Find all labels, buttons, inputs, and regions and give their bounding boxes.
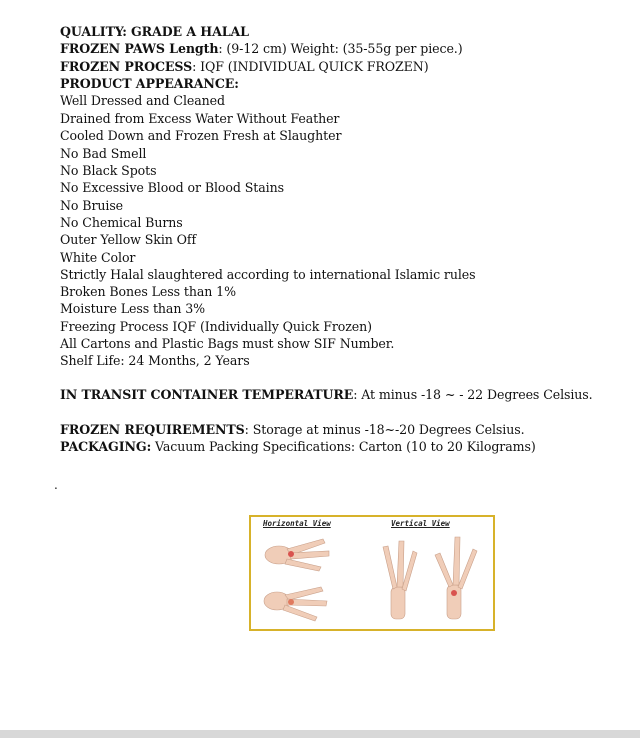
transit-value: : At minus -18 ~ - 22 Degrees Celsius.: [353, 387, 593, 402]
appearance-item: Freezing Process IQF (Individually Quick Frozen): [60, 319, 372, 334]
paws-figure: [249, 515, 495, 631]
page-bottom-bar: [0, 730, 640, 738]
appearance-item: No Bad Smell: [60, 146, 147, 161]
appearance-item: Drained from Excess Water Without Feather: [60, 111, 340, 126]
process-value: : IQF (INDIVIDUAL QUICK FROZEN): [192, 59, 429, 74]
process-label: FROZEN PROCESS: [60, 59, 193, 74]
appearance-item: No Black Spots: [60, 163, 157, 178]
paws-spec-line: [60, 40, 463, 57]
process-line: [60, 58, 429, 75]
paws-illustration: [251, 517, 493, 629]
packaging-line: [60, 438, 536, 455]
paws-value: : (9-12 cm) Weight: (35-55g per piece.): [218, 41, 463, 56]
paws-label: FROZEN PAWS Length: [60, 41, 219, 56]
paw-horizontal-bottom: [264, 587, 327, 621]
appearance-item: All Cartons and Plastic Bags must show SIF Number.: [60, 336, 395, 351]
vertical-view-caption: Vertical View: [391, 519, 450, 528]
requirements-label: FROZEN REQUIREMENTS: [60, 422, 245, 437]
appearance-heading: PRODUCT APPEARANCE:: [60, 76, 239, 91]
transit-label: IN TRANSIT CONTAINER TEMPERATURE: [60, 387, 354, 402]
appearance-item: No Excessive Blood or Blood Stains: [60, 180, 284, 195]
appearance-item: Broken Bones Less than 1%: [60, 284, 236, 299]
appearance-item: Moisture Less than 3%: [60, 301, 206, 316]
paw-vertical-left: [383, 541, 417, 619]
appearance-item: White Color: [60, 250, 136, 265]
packaging-value: Vacuum Packing Specifications: Carton (10 to 20 Kilograms): [151, 439, 536, 454]
stray-mark: .: [54, 478, 58, 492]
appearance-item: Cooled Down and Frozen Fresh at Slaughter: [60, 128, 342, 143]
appearance-item: Strictly Halal slaughtered according to international Islamic rules: [60, 267, 476, 282]
paw-horizontal-top: [265, 539, 329, 571]
appearance-item: Well Dressed and Cleaned: [60, 93, 225, 108]
appearance-item: Shelf Life: 24 Months, 2 Years: [60, 353, 250, 368]
frozen-requirements-line: [60, 421, 524, 438]
quality-line: QUALITY: GRADE A HALAL: [60, 24, 249, 39]
requirements-value: : Storage at minus -18~-20 Degrees Celsius.: [244, 422, 525, 437]
transit-temperature-line: [60, 386, 593, 403]
appearance-item: Outer Yellow Skin Off: [60, 232, 197, 247]
horizontal-view-caption: Horizontal View: [263, 519, 331, 528]
appearance-item: No Bruise: [60, 198, 124, 213]
paw-vertical-right: [435, 537, 477, 619]
appearance-item: No Chemical Burns: [60, 215, 183, 230]
packaging-label: PACKAGING:: [60, 439, 152, 454]
